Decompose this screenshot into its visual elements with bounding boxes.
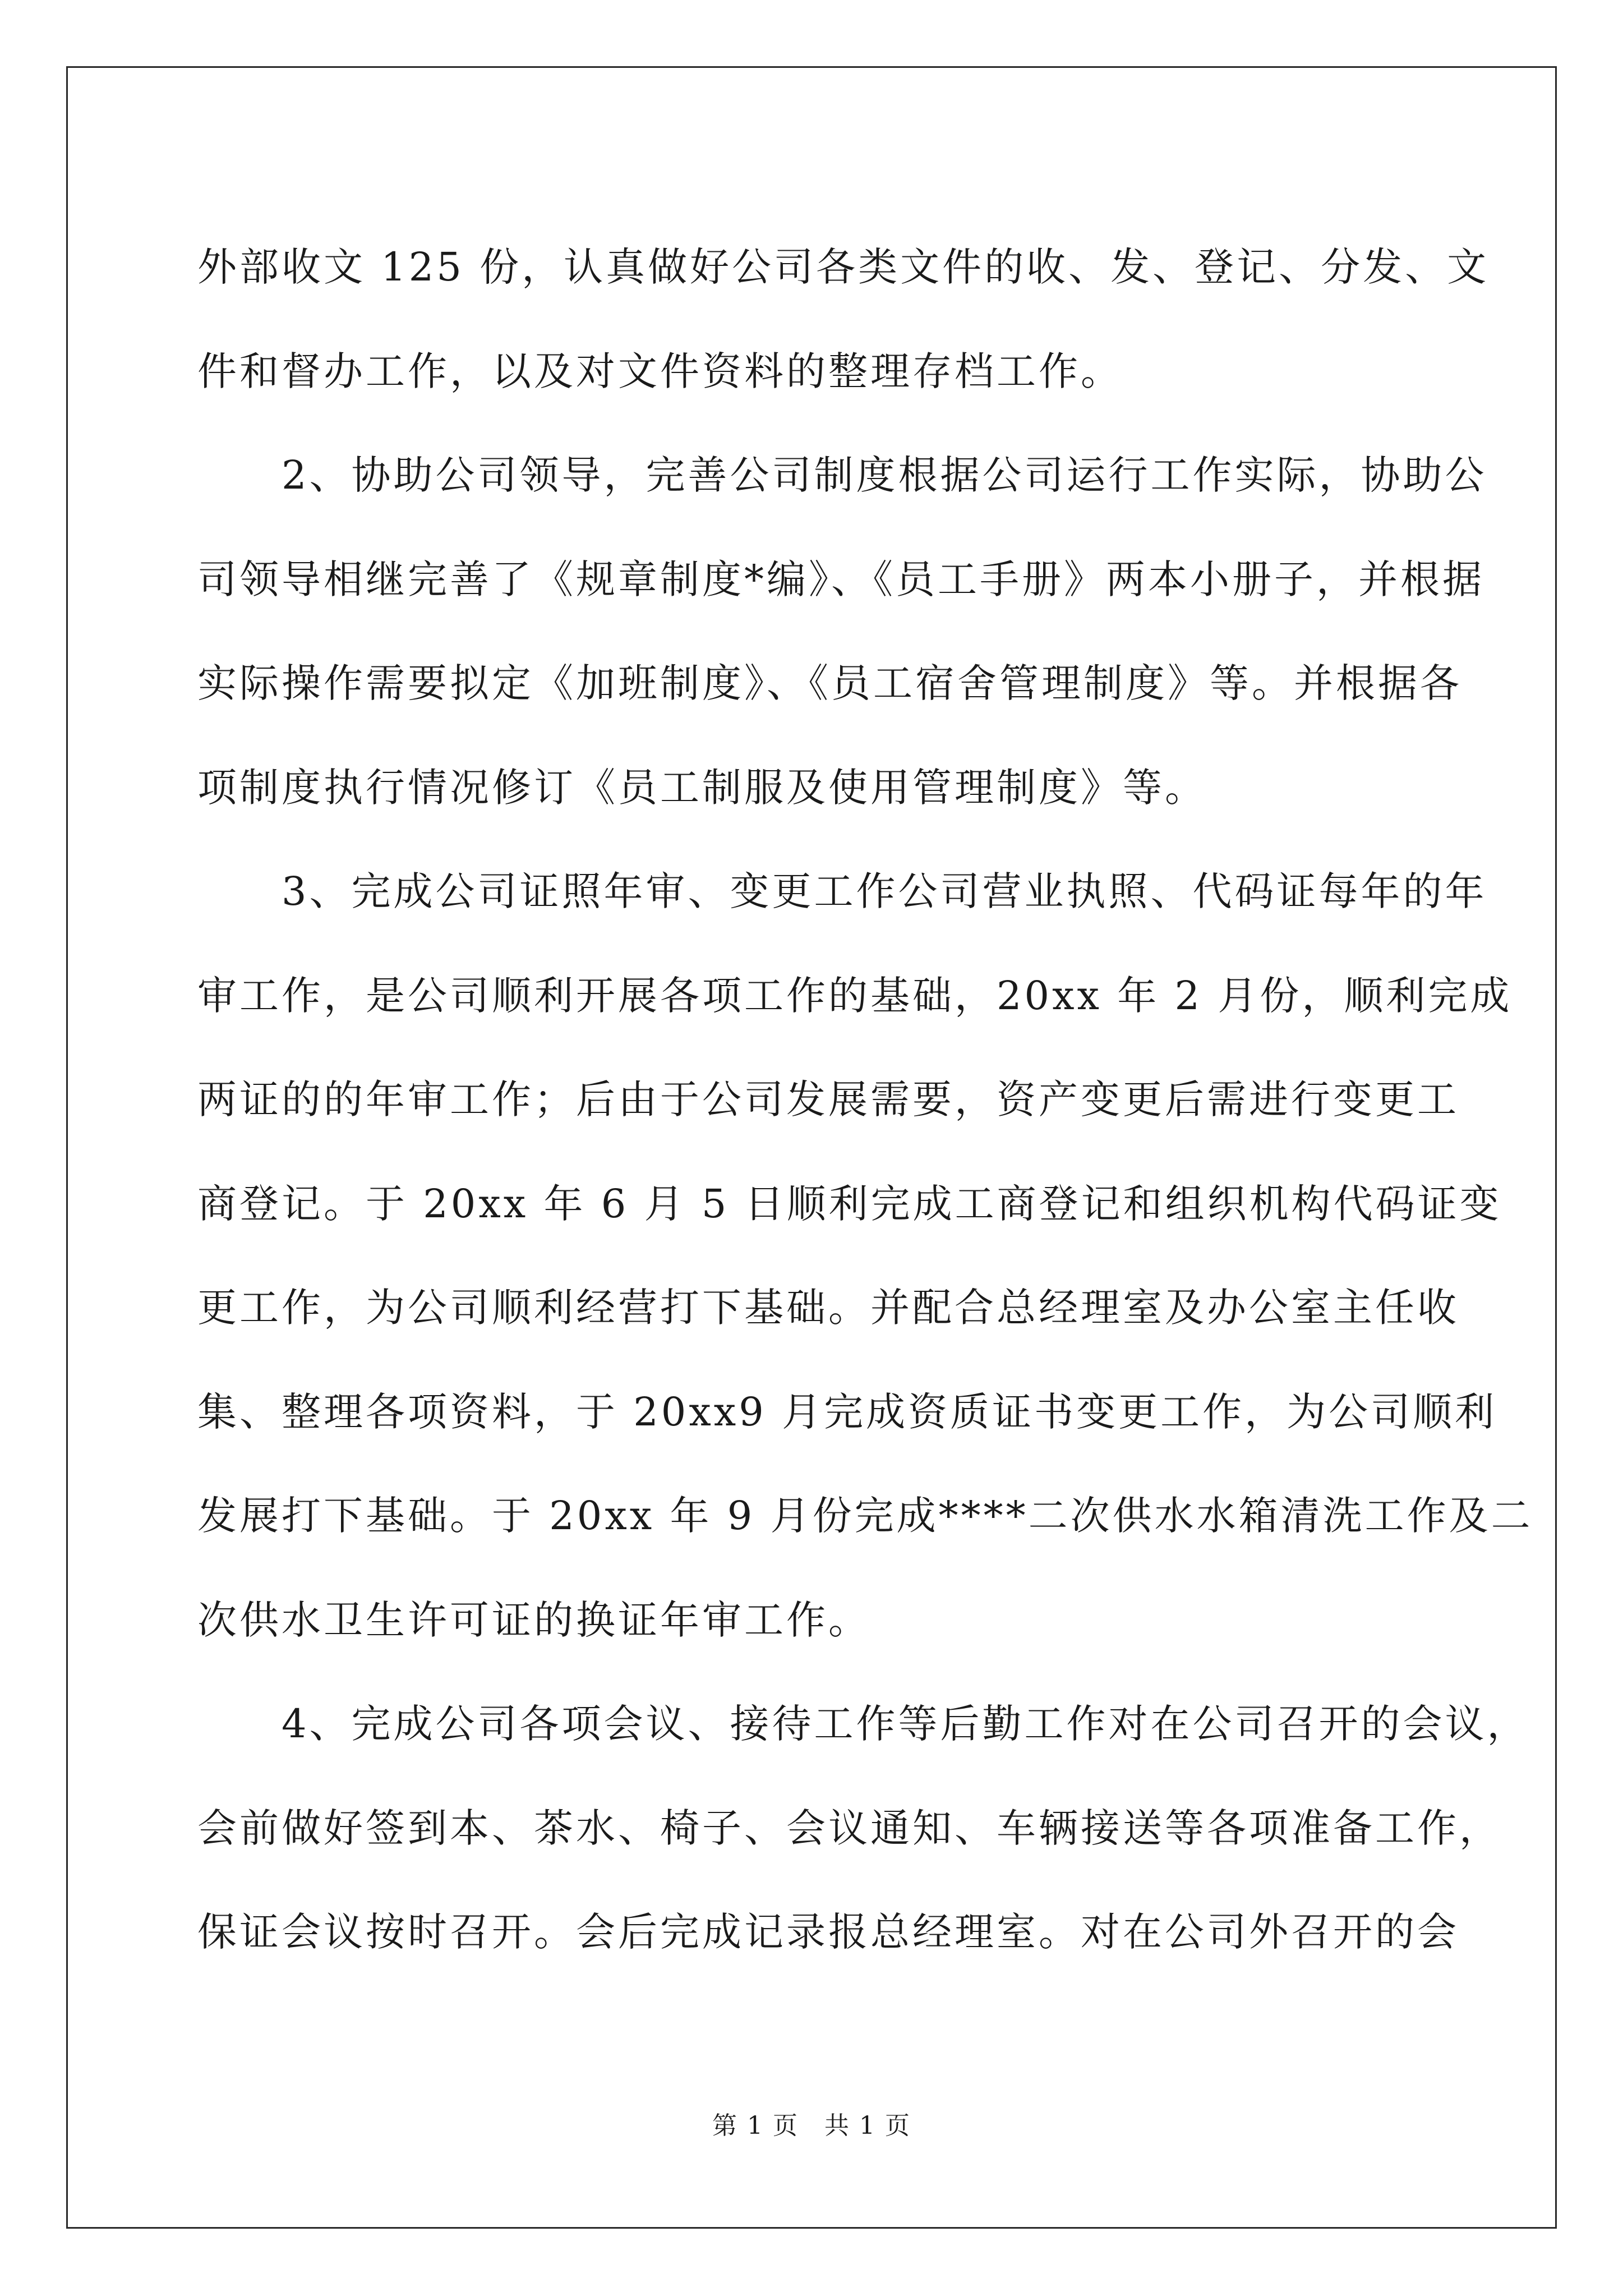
text-line: 外部收文 125 份，认真做好公司各类文件的收、发、登记、分发、文: [197, 244, 1490, 290]
text-line: 司领导相继完善了《规章制度*编》、《员工手册》两本小册子，并根据: [197, 556, 1484, 602]
text-line: 保证会议按时召开。会后完成记录报总经理室。对在公司外召开的会: [197, 1909, 1459, 1955]
text-line: 次供水卫生许可证的换证年审工作。: [197, 1596, 870, 1643]
text-line: 商登记。于 20xx 年 6 月 5 日顺利完成工商登记和组织机构代码证变: [197, 1180, 1502, 1227]
text-line: 2、协助公司领导，完善公司制度根据公司运行工作实际，协助公: [197, 452, 1487, 498]
text-line: 集、整理各项资料，于 20xx9 月完成资质证书变更工作，为公司顺利: [197, 1388, 1497, 1435]
text-line: 更工作，为公司顺利经营打下基础。并配合总经理室及办公室主任收: [197, 1285, 1459, 1331]
page-number-footer: 第 1 页 共 1 页: [712, 2111, 911, 2140]
text-line: 发展打下基础。于 20xx 年 9 月份完成****二次供水水箱清洗工作及二: [197, 1493, 1533, 1539]
text-line: 4、完成公司各项会议、接待工作等后勤工作对在公司召开的会议，: [197, 1701, 1529, 1747]
text-line: 会前做好签到本、茶水、椅子、会议通知、车辆接送等各项准备工作，: [197, 1805, 1501, 1851]
text-line: 审工作，是公司顺利开展各项工作的基础，20xx 年 2 月份，顺利完成: [197, 972, 1513, 1019]
document-body: [197, 215, 1533, 1985]
text-line: 件和督办工作，以及对文件资料的整理存档工作。: [197, 348, 1123, 394]
text-line: 实际操作需要拟定《加班制度》、《员工宿舍管理制度》等。并根据各: [197, 660, 1462, 706]
text-line: 两证的的年审工作；后由于公司发展需要，资产变更后需进行变更工: [197, 1076, 1459, 1122]
text-line: 3、完成公司证照年审、变更工作公司营业执照、代码证每年的年: [197, 868, 1487, 914]
text-line: 项制度执行情况修订《员工制服及使用管理制度》等。: [197, 764, 1207, 811]
